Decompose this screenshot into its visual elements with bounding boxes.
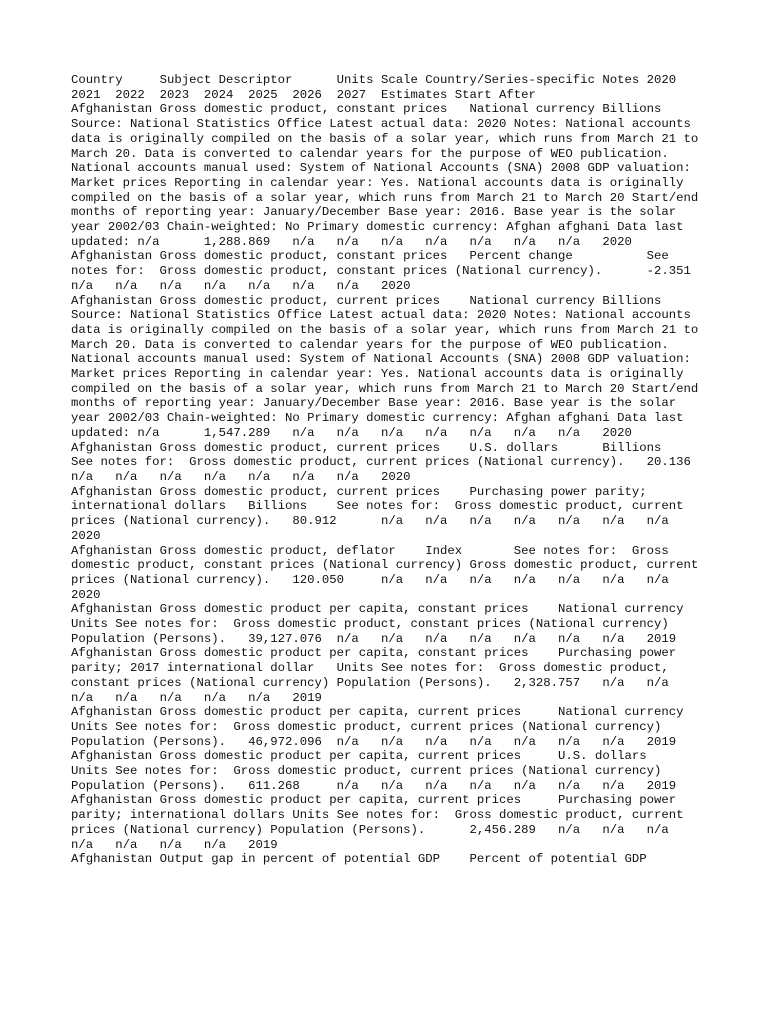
data-record: Afghanistan Gross domestic product per capita, constant prices National currency Units See notes for: Gross domestic product, constant prices (National currency) Population (Persons). 39,127.076 n/a n/a n/a n/a n/a n/a n/a 2019 [71,602,691,646]
data-record: Afghanistan Gross domestic product per capita, current prices U.S. dollars Units See notes for: Gross domestic product, current prices (National currency) Population (Persons). 611.268 n/a n/a n/a n/a n/a n/a n/a 2019 [71,749,691,793]
data-record: Afghanistan Gross domestic product, current prices National currency Billions Source: National Statistics Office Latest actual data: 2020 Notes: National accounts data is originally compiled on the basis of a solar year, which runs from March 21 to March 20. Data is converted to calendar years for the purpose of WEO publication. National accounts manual used: System of National Accounts (SNA) 2008 GDP valuation: Market prices Reporting in calendar year: Yes. National accounts data is originally compiled on the basis of a solar year, which runs from March 21 to March 20 Start/end months of reporting year: January/December Base year: 2016. Base year is the solar year 2002/03 Chain-weighted: No Primary domestic currency: Afghan afghani Data last updated: n/a 1,547.289 n/a n/a n/a n/a n/a n/a n/a 2020 [71,293,706,440]
data-record: Afghanistan Gross domestic product, constant prices Percent change See notes for: Gross domestic product, constant prices (National currency). -2.351 n/a n/a n/a n/a n/a n/a n/a 2020 [71,249,736,293]
data-record: Afghanistan Gross domestic product, current prices U.S. dollars Billions See notes for: Gross domestic product, current prices (National currency). 20.136 n/a n/a n/a n/a n/a n/a n/a 2020 [71,440,736,484]
data-record: Afghanistan Gross domestic product per capita, current prices Purchasing power parity; international dollars Units See notes for: Gross domestic product, current prices (National currency) Population (Persons). 2,456.289 n/a n/a n/a n/a n/a n/a n/a 2019 [71,793,691,852]
data-record: Afghanistan Gross domestic product per capita, constant prices Purchasing power parity; 2017 international dollar Units See notes for: Gross domestic product, constant prices (National currency) Population (Persons). 2,328.757 n/a n/a n/a n/a n/a n/a n/a 2019 [71,646,691,705]
data-record: Afghanistan Gross domestic product, deflator Index See notes for: Gross domestic product, constant prices (National currency) Gross domestic product, current prices (National currency). 120.050 n/a n/a n/a n/a n/a n/a n/a 2020 [71,543,706,602]
data-record: Afghanistan Gross domestic product, current prices Purchasing power parity; international dollars Billions See notes for: Gross domestic product, current prices (National currency). 80.912 n/a n/a n/a n/a n/a n/a n/a 2020 [71,484,691,543]
data-record: Afghanistan Gross domestic product per capita, current prices National currency Units See notes for: Gross domestic product, current prices (National currency) Population (Persons). 46,972.096 n/a n/a n/a n/a n/a n/a n/a 2019 [71,705,691,749]
data-record: Afghanistan Gross domestic product, constant prices National currency Billions Source: National Statistics Office Latest actual data: 2020 Notes: National accounts data is originally compiled on the basis of a solar year, which runs from March 21 to March 20. Data is converted to calendar years for the purpose of WEO publication. National accounts manual used: System of National Accounts (SNA) 2008 GDP valuation: Market prices Reporting in calendar year: Yes. National accounts data is originally compiled on the basis of a solar year, which runs from March 21 to March 20 Start/end months of reporting year: January/December Base year: 2016. Base year is the solar year 2002/03 Chain-weighted: No Primary domestic currency: Afghan afghani Data last updated: n/a 1,288.869 n/a n/a n/a n/a n/a n/a n/a 2020 [71,102,706,249]
header-row: Country Subject Descriptor Units Scale Country/Series-specific Notes 2020 2021 2022 2023 2024 2025 2026 2027 Estimates Start After [71,73,691,102]
data-record: Afghanistan Output gap in percent of potential GDP Percent of potential GDP [71,852,647,867]
